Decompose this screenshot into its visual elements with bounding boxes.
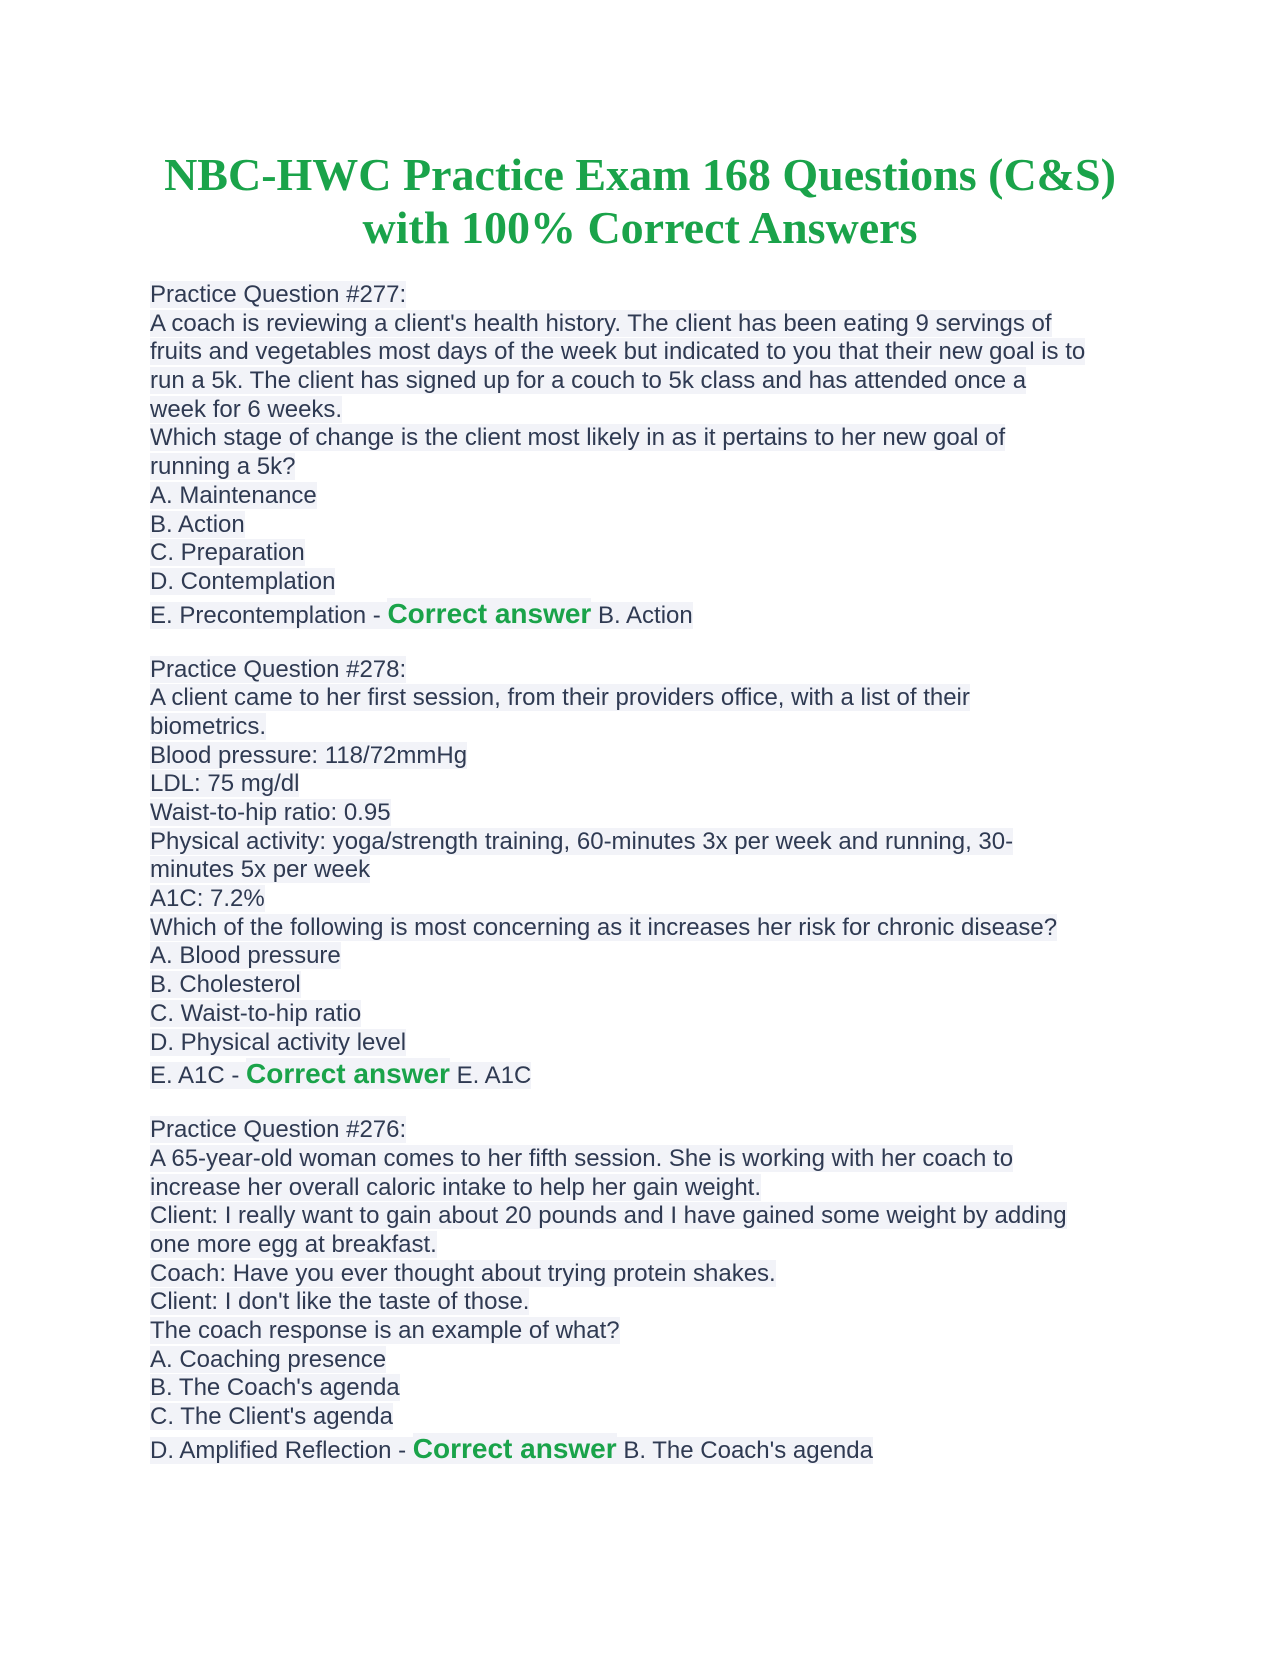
correct-answer-value: B. The Coach's agenda xyxy=(623,1436,873,1464)
question-text-line: Waist-to-hip ratio: 0.95 xyxy=(150,799,391,826)
question-text-line: Blood pressure: 118/72mmHg xyxy=(150,741,468,769)
question-heading: Practice Question #277: xyxy=(150,281,407,308)
question-text-line: A. Coaching presence xyxy=(150,1345,387,1373)
answer-line xyxy=(150,597,1140,627)
question-text-line: C. Waist-to-hip ratio xyxy=(150,999,362,1027)
question-text-line: C. The Client's agenda xyxy=(150,1403,393,1431)
question-text-line: LDL: 75 mg/dl xyxy=(150,770,300,798)
document-title-line-2: with 100% Correct Answers xyxy=(362,202,918,253)
questions-list xyxy=(150,281,1140,1491)
correct-answer-label: Correct answer xyxy=(412,1432,617,1464)
correct-answer-value: B. Action xyxy=(598,601,693,629)
question-text-line: Client: I don't like the taste of those. xyxy=(150,1288,530,1316)
answer-separator: - xyxy=(391,1436,413,1464)
question-text-line: The coach response is an example of what? xyxy=(150,1317,620,1344)
question-text-line: D. Contemplation xyxy=(150,567,336,595)
question-text-line: B. Action xyxy=(150,510,245,538)
correct-answer-label: Correct answer xyxy=(387,597,592,629)
question-text-line: Which of the following is most concerning as it increases her risk for chronic disease? xyxy=(150,913,1058,941)
question-text-line: Which stage of change is the client most likely in as it pertains to her new goal of xyxy=(150,424,1006,452)
question-text-line: B. Cholesterol xyxy=(150,971,301,999)
question-text-line: A. Blood pressure xyxy=(150,942,341,970)
question-text-line: A coach is reviewing a client's health history. The client has been eating 9 servings of xyxy=(150,309,1052,337)
answer-separator: - xyxy=(366,601,388,629)
document-title-line-1: NBC-HWC Practice Exam 168 Questions (C&S) xyxy=(164,149,1116,200)
question-text-line: A. Maintenance xyxy=(150,481,317,509)
question-text-line: biometrics. xyxy=(150,712,267,740)
correct-answer-value: E. A1C xyxy=(456,1062,532,1090)
question-text-line: running a 5k? xyxy=(150,453,296,481)
answer-gap xyxy=(591,602,598,629)
answer-line xyxy=(150,1432,1140,1462)
question-text-line: B. The Coach's agenda xyxy=(150,1374,400,1402)
question-text-line: one more egg at breakfast. xyxy=(150,1230,437,1258)
last-option: D. Amplified Reflection xyxy=(150,1436,392,1464)
question-text-line: week for 6 weeks. xyxy=(150,395,343,423)
question-text-line: A client came to her first session, from their providers office, with a list of their xyxy=(150,684,970,712)
question-text-line: minutes 5x per week xyxy=(150,856,371,884)
question-text-line: fruits and vegetables most days of the week but indicated to you that their new goal is to xyxy=(150,338,1086,366)
answer-gap xyxy=(450,1062,457,1089)
question-text-line: A1C: 7.2% xyxy=(150,885,265,913)
last-option: E. Precontemplation xyxy=(150,601,367,629)
question-text-line: C. Preparation xyxy=(150,539,305,567)
question-heading: Practice Question #276: xyxy=(150,1116,407,1144)
question-text-line: Physical activity: yoga/strength training, 60-minutes 3x per week and running, 30- xyxy=(150,827,1014,855)
correct-answer-label: Correct answer xyxy=(246,1058,450,1090)
question-heading: Practice Question #278: xyxy=(150,655,407,683)
question-block xyxy=(150,281,1140,627)
question-text-line: run a 5k. The client has signed up for a couch to 5k class and has attended once a xyxy=(150,367,1027,395)
question-block xyxy=(150,1116,1140,1462)
question-text-line: A 65-year-old woman comes to her fifth session. She is working with her coach to xyxy=(150,1144,1014,1172)
question-text-line: increase her overall caloric intake to help her gain weight. xyxy=(150,1173,762,1201)
question-text-line: Coach: Have you ever thought about trying protein shakes. xyxy=(150,1259,776,1287)
question-text-line: Client: I really want to gain about 20 pounds and I have gained some weight by adding xyxy=(150,1202,1067,1230)
document-title xyxy=(0,148,1280,254)
answer-separator: - xyxy=(224,1062,247,1090)
last-option: E. A1C xyxy=(150,1062,225,1090)
question-block xyxy=(150,656,1140,1088)
question-text-line: D. Physical activity level xyxy=(150,1028,407,1056)
answer-line xyxy=(150,1057,1140,1090)
